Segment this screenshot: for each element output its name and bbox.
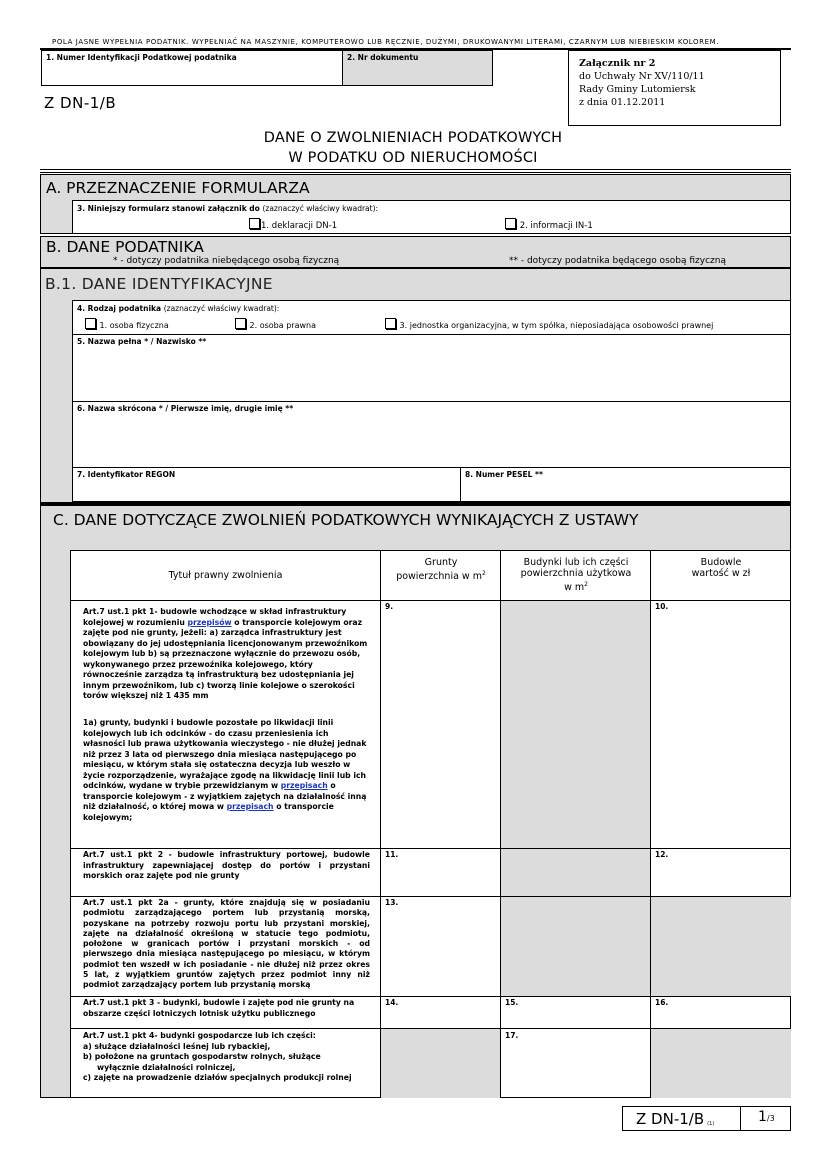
annex-box	[568, 50, 781, 126]
title-rule-2	[40, 172, 791, 173]
row5-title: Art.7 ust.1 pkt 4- budynki gospodarcze lub ich części: a) służące działalności leśnej lub rybackiej, b) położone na gruntach gospodarstw rolnych, służące wyłącznie działalności rolniczej, c) zajęte na prowadzenie działów specjalnych produkcji rolnej	[83, 1031, 352, 1082]
document-title-line-1: DANE O ZWOLNIENIACH PODATKOWYCH	[263, 130, 563, 146]
col-header-budowle: Budowle wartość w zł	[691, 557, 751, 579]
option-osoba-prawna[interactable]: 2. osoba prawna	[235, 318, 316, 330]
annex-line-4: z dnia 01.12.2011	[579, 97, 666, 108]
cell-row3-budowle-na	[651, 897, 791, 996]
annex-line-3: Rady Gminy Lutomiersk	[579, 84, 696, 95]
doc-number-field	[342, 50, 493, 86]
checkbox-icon[interactable]	[385, 318, 396, 329]
row-sep-3	[70, 996, 791, 997]
doc-number-label: 2. Nr dokumentu	[347, 53, 419, 62]
col-divider-1	[380, 550, 381, 1098]
link-przepisow[interactable]: przepisów	[187, 617, 232, 627]
row1-title-b: 1a) grunty, budynki i budowle pozostałe po likwidacji linii kolejowych lub ich odcinków - do czasu przeniesienia ich własności lub prawa użytkowania wieczystego - nie dłużej jednak niż przez 3 lata od pierwszego dnia miesiąca następującego po miesiącu, w którym stała się ostateczna decyzja lub weszło w życie rozporządzenie, wyrażające zgodę na likwidację linii lub ich odcinków, wydane w trybie przewidzianym w przepisach o transporcie kolejowym - z wyjątkiem zajętych na działalność inną niż działalność, o której mowa w przepisach o transporcie kolejowym;	[83, 718, 367, 822]
option-deklaracja[interactable]: 1. deklaracji DN-1	[249, 218, 337, 231]
footer-divider	[740, 1107, 741, 1130]
field-3-label: 3. Niniejszy formularz stanowi załącznik do (zaznaczyć właściwy kwadrat):	[77, 204, 379, 213]
row-sep-1	[70, 848, 791, 849]
field-5[interactable]	[72, 334, 791, 402]
field-4	[72, 300, 791, 335]
col-header-title: Tytuł prawny zwolnienia	[168, 570, 283, 581]
row2-title: Art.7 ust.1 pkt 2 - budowle infrastruktury portowej, budowle infrastruktury zapewniającej dostęp do portów i przystani morskich oraz zajęte pod nie grunty	[83, 850, 370, 880]
row4-title: Art.7 ust.1 pkt 3 - budynki, budowle i zajęte pod nie grunty na obszarze części lotniczych lotnisk użytku publicznego	[83, 998, 355, 1018]
row3-title: Art.7 ust.1 pkt 2a - grunty, które znajdują się w posiadaniu podmiotu zarządzającego portem lub przystanią morską, pozyskane na potrzeby rozwoju portu lub przystani morskiej, zajęte na działalność określoną w statucie tego podmiotu, położone w granicach portów i przystani morskich - od pierwszego dnia miesiąca następującego po miesiącu, w którym podmiot ten wszedł w ich posiadanie - nie dłużej niż przez okres 5 lat, z wyjątkiem gruntów zajętych przez podmiot inny niż podmiot zarządzający portem lub przystanią morską	[83, 898, 370, 990]
form-instructions: POLA JASNE WYPEŁNIA PODATNIK. WYPEŁNIAĆ NA MASZYNIE, KOMPUTEROWO LUB RĘCZNIE, DUŻYMI, DRUKOWANYMI LITERAMI, CZARNYM LUB NIEBIESKIM KOLOREM.	[52, 38, 720, 46]
field-8[interactable]	[460, 467, 791, 502]
nip-field[interactable]	[41, 50, 343, 86]
option-osoba-fizyczna[interactable]: 1. osoba fizyczna	[85, 318, 169, 330]
option-informacja[interactable]: 2. informacji IN-1	[505, 218, 593, 231]
field-17[interactable]: 17.	[505, 1031, 519, 1040]
form-code: Z DN-1/B	[44, 94, 117, 112]
field-11[interactable]: 11.	[385, 850, 399, 859]
cell-row1-budynki-na	[501, 601, 650, 848]
link-przepisach-2[interactable]: przepisach	[226, 802, 274, 811]
cell-row5-grunty-na	[381, 1029, 500, 1098]
annex-line-1: Załącznik nr 2	[579, 58, 656, 69]
footer-form-code: Z DN-1/B (1)	[636, 1110, 715, 1128]
checkbox-icon[interactable]	[505, 218, 516, 229]
option-jednostka[interactable]: 3. jednostka organizacyjna, w tym spółka, nieposiadająca osobowości prawnej	[385, 318, 713, 330]
section-c-heading: C. DANE DOTYCZĄCE ZWOLNIEŃ PODATKOWYCH WYNIKAJĄCYCH Z USTAWY	[53, 511, 639, 529]
field-8-label: 8. Numer PESEL **	[465, 470, 543, 479]
field-12[interactable]: 12.	[655, 850, 669, 859]
annex-line-2: do Uchwały Nr XV/110/11	[579, 71, 705, 82]
col-header-budynki: Budynki lub ich części powierzchnia użytkowa w $m^2$	[520, 557, 632, 594]
checkbox-icon[interactable]	[249, 218, 260, 229]
col-header-grunty: Grunty powierzchnia w $m^2$	[396, 557, 486, 583]
field-7[interactable]	[72, 467, 461, 502]
field-14[interactable]: 14.	[385, 998, 399, 1007]
field-4-label: 4. Rodzaj podatnika (zaznaczyć właściwy kwadrat):	[77, 304, 280, 313]
row1-title-a: Art.7 ust.1 pkt 1- budowle wchodzące w skład infrastruktury kolejowej w rozumieniu przepisów o transporcie kolejowym oraz zajęte pod nie grunty, jeżeli: a) zarządca infrastruktury jest obowiązany do jej udostępniania licencjonowanym przewoźnikom kolejowym lub b) są przeznaczone wyłącznie do przewozu osób, wykonywanego przez przewoźnika kolejowego, który równocześnie zarządza tą infrastrukturą bez udostępniania jej innym przewoźnikom, lub c) tworzą linie kolejowe o szerokości torów większej niż 1 435 mm	[83, 607, 368, 700]
row-sep-header	[70, 600, 791, 601]
field-13[interactable]: 13.	[385, 898, 399, 907]
field-10[interactable]: 10.	[655, 602, 669, 611]
field-7-label: 7. Identyfikator REGON	[77, 470, 176, 479]
field-9[interactable]: 9.	[385, 602, 394, 611]
note-natural-person: ** - dotyczy podatnika będącego osobą fizyczną	[509, 256, 726, 266]
col-divider-3	[650, 550, 651, 1098]
section-b1-heading: B.1. DANE IDENTYFIKACYJNE	[45, 275, 273, 293]
document-title-line-2: W PODATKU OD NIERUCHOMOŚCI	[288, 150, 538, 166]
cell-row5-budowle-na	[651, 1029, 791, 1098]
section-b	[40, 236, 791, 268]
section-b-heading: B. DANE PODATNIKA	[46, 238, 204, 256]
note-legal-entity: * - dotyczy podatnika niebędącego osobą fizyczną	[113, 256, 340, 266]
page-number: 1/3	[758, 1109, 775, 1125]
field-3	[72, 200, 791, 234]
link-przepisach-1[interactable]: przepisach	[280, 781, 328, 790]
field-16[interactable]: 16.	[655, 998, 669, 1007]
field-15[interactable]: 15.	[505, 998, 519, 1007]
title-rule-1	[40, 169, 791, 170]
field-6-label: 6. Nazwa skrócona * / Pierwsze imię, drugie imię **	[77, 404, 294, 413]
cell-row2-budynki-na	[501, 849, 650, 896]
field-5-label: 5. Nazwa pełna * / Nazwisko **	[77, 337, 207, 346]
checkbox-icon[interactable]	[85, 318, 96, 329]
checkbox-icon[interactable]	[235, 318, 246, 329]
footer-box	[622, 1106, 791, 1131]
nip-label: 1. Numer Identyfikacji Podatkowej podatnika	[46, 53, 237, 62]
cell-row3-budynki-na	[501, 897, 650, 996]
section-a-heading: A. PRZEZNACZENIE FORMULARZA	[46, 179, 310, 197]
field-6[interactable]	[72, 401, 791, 468]
